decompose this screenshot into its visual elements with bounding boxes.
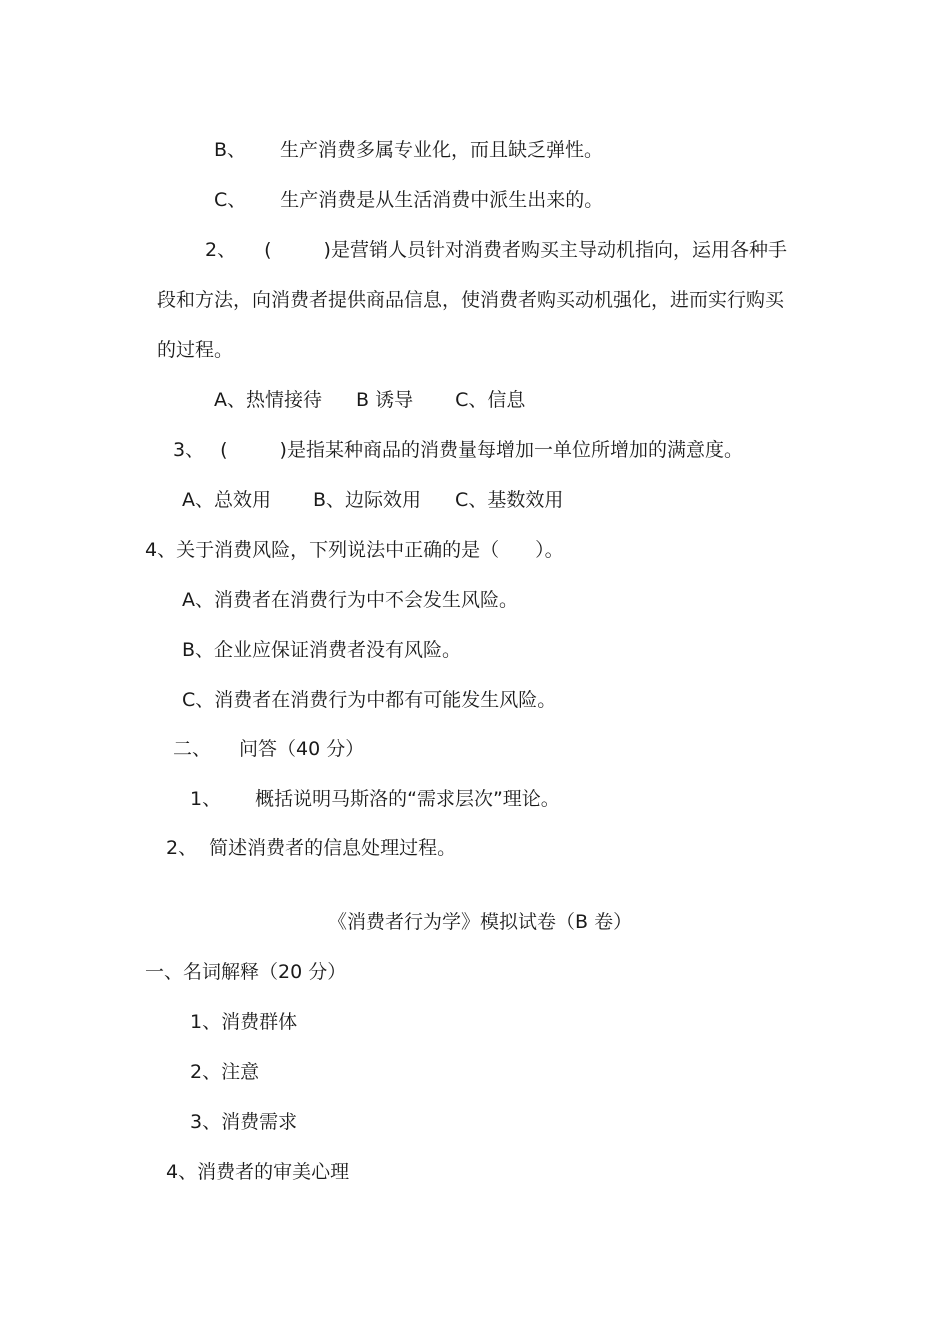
q2-paren-open: ( [264,239,272,261]
q4-text: 4、关于消费风险，下列说法中正确的是（ [145,539,500,561]
q2-number: 2、 [205,239,237,261]
q4-close: ）。 [535,539,564,561]
q2-paren-close: ) [323,239,331,261]
section2-item-2-text: 简述消费者的信息处理过程。 [209,837,457,859]
q3-option-c: C、基数效用 [455,489,564,511]
q4-option-c: C、消费者在消费行为中都有可能发生风险。 [182,689,557,711]
section2-item-1-text: 概括说明马斯洛的“需求层次”理论。 [255,788,560,810]
q1-option-b [214,138,603,162]
q3-option-a: A、总效用 [182,489,271,511]
term-item: 3、消费需求 [190,1111,298,1133]
q2-option-b: B 诱导 [356,389,414,411]
q3-paren-close: ) [279,439,287,461]
q4-option-b: B、企业应保证消费者没有风险。 [182,639,462,661]
q3-options [182,488,563,512]
section2-item-1-number: 1、 [190,788,222,810]
q3-text: 是指某种商品的消费量每增加一单位所增加的满意度。 [286,439,743,461]
q2-text-line1: 是营销人员针对消费者购买主导动机指向，运用各种手 [330,239,787,261]
q2-line3: 的过程。 [157,339,234,361]
q2-option-a: A、热情接待 [214,389,322,411]
q3-option-b: B、边际效用 [313,489,422,511]
q4-line [145,538,564,562]
q2-option-c: C、信息 [455,389,526,411]
section2-heading [173,737,364,761]
q3-number: 3、 [173,439,205,461]
section2-item-2-number: 2、 [166,837,198,859]
q1-option-c [214,188,603,212]
q1-option-b-label: B、 [214,139,247,161]
section2-title: 问答（40 分） [239,738,365,760]
section2-number: 二、 [173,738,212,760]
term-item: 1、消费群体 [190,1011,298,1033]
q1-option-c-label: C、 [214,189,247,211]
term-item: 2、注意 [190,1061,260,1083]
q2-line1 [205,238,787,262]
term-item: 4、消费者的审美心理 [166,1161,350,1183]
q2-options [214,388,525,412]
q1-option-b-text: 生产消费多属专业化，而且缺乏弹性。 [280,139,604,161]
q3-line [173,438,743,462]
paper-b-title: 《消费者行为学》模拟试卷（B 卷） [328,911,633,933]
q4-option-a: A、消费者在消费行为中不会发生风险。 [182,589,518,611]
paper-b-section1-title: 一、名词解释（20 分） [145,961,347,983]
section2-item-2 [166,836,456,860]
q2-line2: 段和方法，向消费者提供商品信息，使消费者购买动机强化，进而实行购买 [157,289,785,311]
q3-paren-open: ( [220,439,228,461]
q1-option-c-text: 生产消费是从生活消费中派生出来的。 [280,189,604,211]
section2-item-1 [190,787,560,811]
